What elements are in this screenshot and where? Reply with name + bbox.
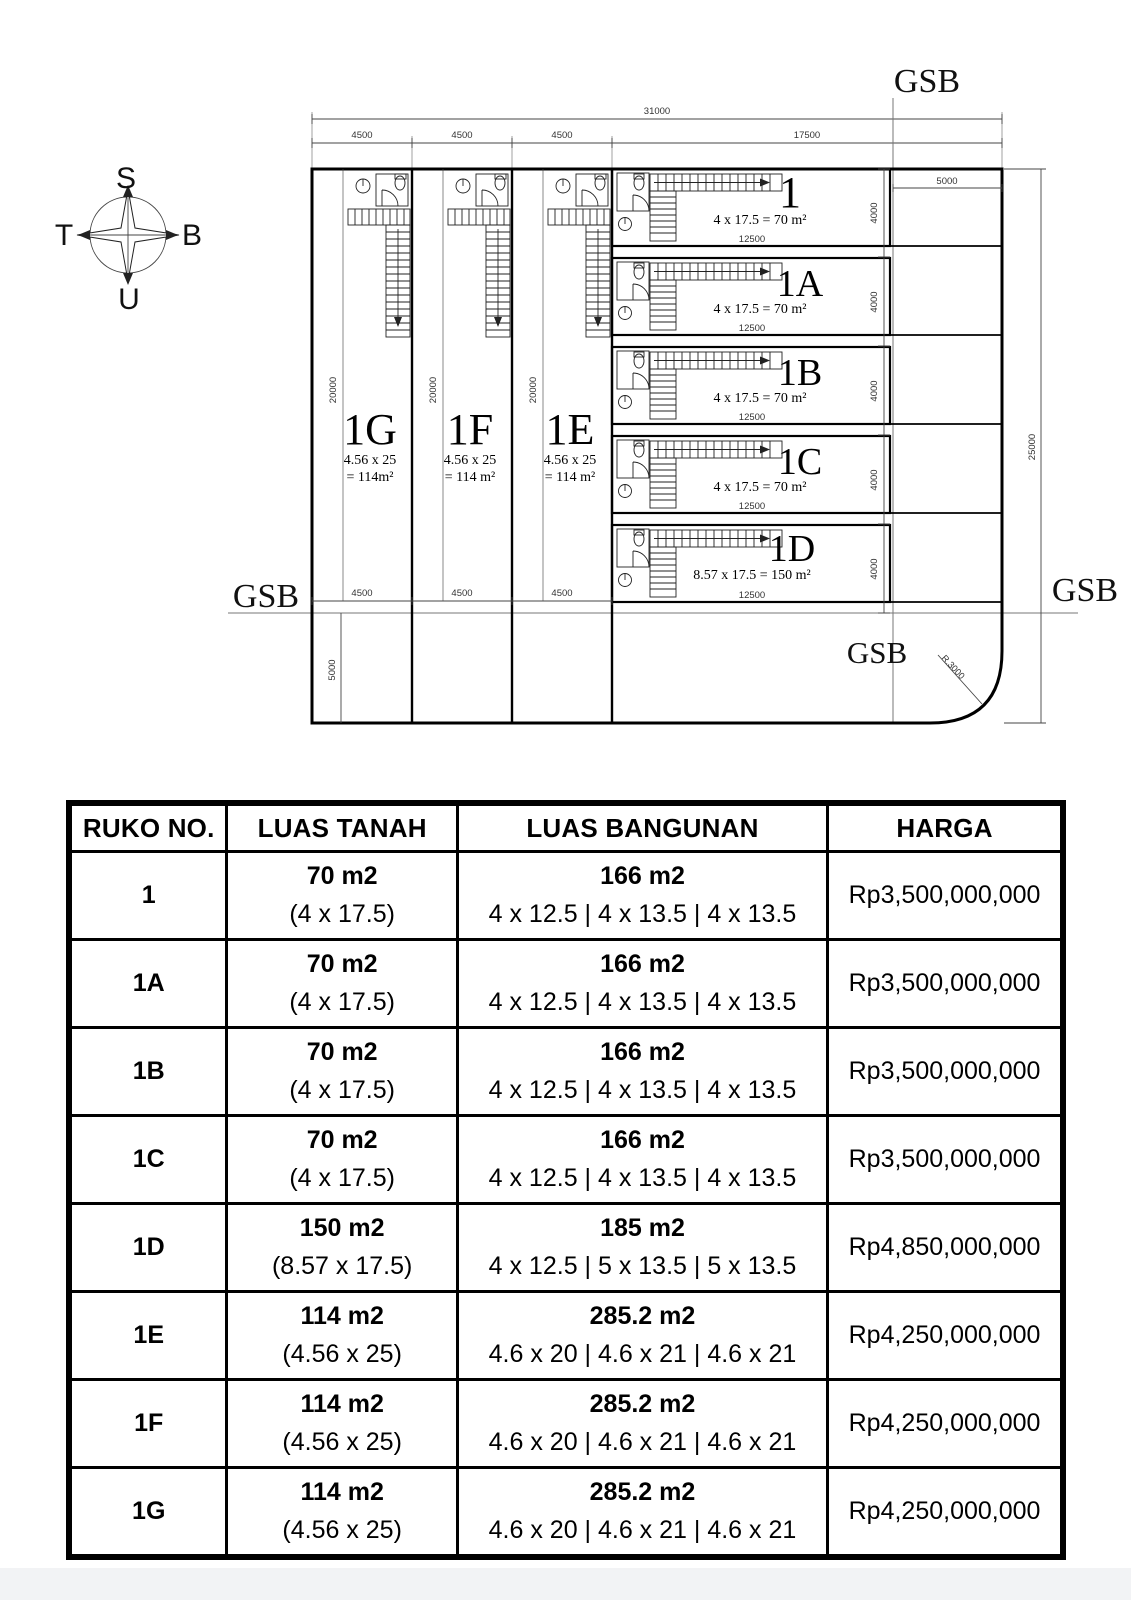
dim-total-width: 31000 (643, 106, 671, 117)
tanah-area: 114 m2 (300, 1302, 384, 1331)
harga: Rp4,850,000,000 (828, 1204, 1063, 1292)
compass-letter-t: T (54, 219, 74, 252)
tanah-dim: (4.56 x 25) (282, 1339, 402, 1368)
bangunan-dim: 4.6 x 20 | 4.6 x 21 | 4.6 x 21 (488, 1515, 797, 1544)
bangunan-area: 185 m2 (600, 1214, 685, 1243)
gsb-label-right: GSB (1051, 572, 1119, 609)
tanah-dim: (8.57 x 17.5) (271, 1251, 413, 1280)
lot-depth-dim-1e: 20000 (528, 376, 539, 404)
gsb-label-inner: GSB (846, 635, 908, 670)
radius-label: R.3000 (939, 652, 967, 681)
table-row (69, 1028, 1063, 1116)
horizontal-units (612, 168, 890, 613)
ruko-no: 1C (69, 1116, 227, 1204)
corner-radius (938, 653, 982, 704)
harga: Rp4,250,000,000 (828, 1292, 1063, 1380)
harga: Rp4,250,000,000 (828, 1380, 1063, 1468)
harga: Rp3,500,000,000 (828, 1116, 1063, 1204)
bangunan-area: 166 m2 (600, 950, 685, 979)
bottom-dim-1g: 4500 (351, 588, 373, 599)
ruko-no: 1A (69, 940, 227, 1028)
dim-top-4500-2: 4500 (451, 130, 473, 141)
table-row (69, 1380, 1063, 1468)
unit-label-1c: 1C (777, 441, 823, 483)
tanah-area: 150 m2 (299, 1214, 385, 1243)
unit-spec-1: 4 x 17.5 = 70 m² (713, 213, 807, 228)
vertical-lots (312, 169, 612, 605)
unit-height-dim-1: 4000 (869, 202, 880, 224)
header-luas-bangunan: LUAS BANGUNAN (457, 803, 827, 852)
lot-label-1g: 1G (343, 405, 397, 454)
bangunan-dim: 4 x 12.5 | 4 x 13.5 | 4 x 13.5 (488, 987, 797, 1016)
bangunan-area: 166 m2 (600, 1038, 685, 1067)
unit-label-1a: 1A (776, 263, 824, 305)
harga: Rp3,500,000,000 (828, 940, 1063, 1028)
bangunan-dim: 4 x 12.5 | 4 x 13.5 | 4 x 13.5 (488, 899, 797, 928)
bottom-left-5000: 5000 (327, 659, 338, 681)
tanah-dim: (4.56 x 25) (282, 1515, 402, 1544)
unit-spec-1c: 4 x 17.5 = 70 m² (713, 480, 807, 495)
lot-label-1f: 1F (446, 405, 494, 454)
ruko-no: 1B (69, 1028, 227, 1116)
ruko-no: 1 (69, 852, 227, 940)
lot-spec1-1g: 4.56 x 25 (343, 453, 397, 468)
ruko-no: 1G (69, 1468, 227, 1558)
dim-top-4500-1: 4500 (351, 130, 373, 141)
price-table (66, 800, 1066, 1560)
lot-spec2-1e: = 114 m² (544, 470, 596, 485)
unit-spec-1a: 4 x 17.5 = 70 m² (713, 302, 807, 317)
bangunan-dim: 4 x 12.5 | 4 x 13.5 | 4 x 13.5 (488, 1075, 797, 1104)
tanah-dim: (4 x 17.5) (289, 899, 395, 928)
right-height-dim (1004, 169, 1046, 723)
compass-letter-s: S (115, 162, 137, 195)
lot-depth-dim-1f: 20000 (428, 376, 439, 404)
header-luas-tanah: LUAS TANAH (227, 803, 457, 852)
top-dimensions (312, 106, 1002, 169)
bangunan-dim: 4 x 12.5 | 5 x 13.5 | 5 x 13.5 (488, 1251, 797, 1280)
unit-height-dim-1b: 4000 (869, 380, 880, 402)
unit-spec-1d: 8.57 x 17.5 = 150 m² (693, 568, 811, 583)
tanah-dim: (4.56 x 25) (282, 1427, 402, 1456)
lot-spec2-1f: = 114 m² (444, 470, 496, 485)
tanah-area: 70 m2 (306, 1126, 378, 1155)
unit-spec-1b: 4 x 17.5 = 70 m² (713, 391, 807, 406)
tanah-area: 70 m2 (306, 950, 378, 979)
table-row (69, 852, 1063, 940)
header-ruko-no: RUKO NO. (69, 803, 227, 852)
unit-width-dim-1d: 12500 (738, 590, 766, 601)
compass-letter-b: B (181, 219, 203, 252)
dim-top-17500: 17500 (793, 130, 821, 141)
bangunan-dim: 4.6 x 20 | 4.6 x 21 | 4.6 x 21 (488, 1427, 797, 1456)
tanah-dim: (4 x 17.5) (289, 987, 395, 1016)
unit-width-dim-1a: 12500 (738, 323, 766, 334)
tanah-area: 70 m2 (306, 862, 378, 891)
tanah-area: 70 m2 (306, 1038, 378, 1067)
lot-depth-dim-1g: 20000 (328, 376, 339, 404)
bangunan-area: 285.2 m2 (589, 1390, 696, 1419)
unit-width-dim-1: 12500 (738, 234, 766, 245)
unit-width-dim-1b: 12500 (738, 412, 766, 423)
lot-spec2-1g: = 114m² (346, 470, 394, 485)
tanah-dim: (4 x 17.5) (289, 1075, 395, 1104)
compass-letter-u: U (118, 283, 140, 316)
harga: Rp4,250,000,000 (828, 1468, 1063, 1558)
unit-height-dim-1d: 4000 (869, 558, 880, 580)
table-row (69, 1116, 1063, 1204)
table-row (69, 940, 1063, 1028)
gsb-label-top: GSB (893, 63, 961, 100)
bangunan-area: 285.2 m2 (589, 1302, 696, 1331)
bangunan-area: 166 m2 (600, 1126, 685, 1155)
total-height-25000: 25000 (1027, 433, 1038, 461)
unit-label-1d: 1D (768, 528, 816, 570)
harga: Rp3,500,000,000 (828, 852, 1063, 940)
tanah-area: 114 m2 (300, 1478, 384, 1507)
bangunan-area: 166 m2 (600, 862, 685, 891)
tanah-dim: (4 x 17.5) (289, 1163, 395, 1192)
compass-rose (55, 162, 202, 316)
lot-spec1-1e: 4.56 x 25 (543, 453, 597, 468)
tanah-area: 114 m2 (300, 1390, 384, 1419)
right-strip (891, 176, 1002, 602)
footer-band (0, 1568, 1131, 1600)
bangunan-dim: 4 x 12.5 | 4 x 13.5 | 4 x 13.5 (488, 1163, 797, 1192)
site-plan (0, 0, 1131, 775)
ruko-no: 1E (69, 1292, 227, 1380)
unit-label-1: 1 (779, 168, 801, 217)
ruko-no: 1D (69, 1204, 227, 1292)
table-row (69, 1292, 1063, 1380)
bottom-left-dim (327, 613, 341, 723)
table-header-row (69, 803, 1063, 852)
lot-label-1e: 1E (545, 405, 595, 454)
unit-label-1b: 1B (777, 352, 823, 394)
unit-height-dim-1c: 4000 (869, 469, 880, 491)
bottom-dim-1f: 4500 (451, 588, 473, 599)
table-row (69, 1468, 1063, 1558)
gsb-label-left: GSB (232, 578, 300, 615)
harga: Rp3,500,000,000 (828, 1028, 1063, 1116)
bottom-dim-1e: 4500 (551, 588, 573, 599)
unit-height-dim-1a: 4000 (869, 291, 880, 313)
unit-width-dim-1c: 12500 (738, 501, 766, 512)
table-row (69, 1204, 1063, 1292)
price-table-section (66, 800, 1066, 1560)
bangunan-area: 285.2 m2 (589, 1478, 696, 1507)
bangunan-dim: 4.6 x 20 | 4.6 x 21 | 4.6 x 21 (488, 1339, 797, 1368)
strip-width-dim: 5000 (936, 176, 958, 187)
lot-spec1-1f: 4.56 x 25 (443, 453, 497, 468)
ruko-no: 1F (69, 1380, 227, 1468)
header-harga: HARGA (828, 803, 1063, 852)
dim-top-4500-3: 4500 (551, 130, 573, 141)
